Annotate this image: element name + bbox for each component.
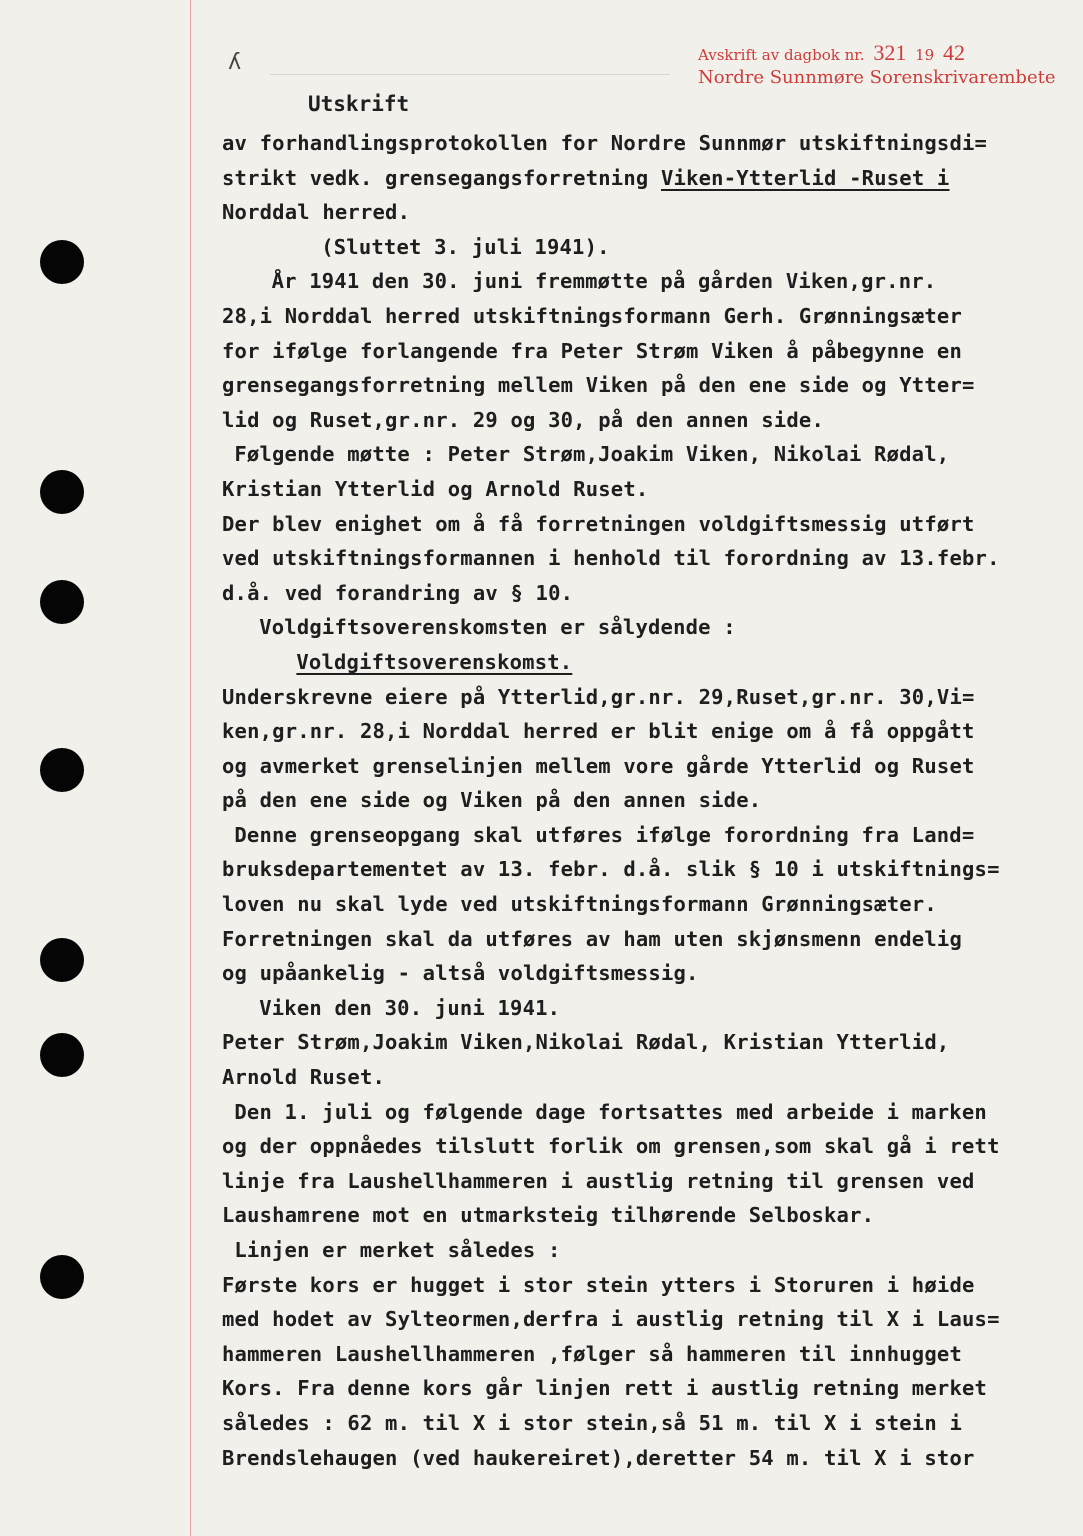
text-line: og upåankelig - altså voldgiftsmessig. (222, 961, 699, 986)
underlined-text: Voldgiftsoverenskomst. (296, 649, 573, 674)
text-line: (Sluttet 3. juli 1941). (321, 234, 610, 259)
stamp-number: 321 (873, 40, 907, 65)
text-line: Peter Strøm,Joakim Viken,Nikolai Rødal, Kristian Ytterlid, (222, 1030, 950, 1055)
text-line: linje fra Laushellhammeren i austlig retning til grensen ved (222, 1168, 975, 1193)
faint-rule (270, 74, 670, 75)
stamp-prefix: Avskrift av dagbok nr. (698, 46, 865, 64)
document-body (222, 126, 1052, 1475)
punch-hole-icon (40, 240, 84, 284)
text-line: ken,gr.nr. 28,i Norddal herred er blit enige om å få oppgått (222, 719, 975, 744)
text-line: Der blev enighet om å få forretningen voldgiftsmessig utført (222, 511, 975, 536)
text-line: Den 1. juli og følgende dage fortsattes med arbeide i marken (234, 1099, 987, 1124)
text-line: Brendslehaugen (ved haukereiret),deretter 54 m. til X i stor (222, 1445, 975, 1470)
text-line: Kristian Ytterlid og Arnold Ruset. (222, 476, 649, 501)
text-line: loven nu skal lyde ved utskiftningsformann Grønningsæter. (222, 892, 937, 917)
punch-hole-icon (40, 1033, 84, 1077)
text-line: År 1941 den 30. juni fremmøtte på gården Viken,gr.nr. (271, 269, 937, 294)
punch-hole-icon (40, 470, 84, 514)
text-line: d.å. ved forandring av § 10. (222, 580, 574, 605)
text-line (222, 645, 1052, 680)
punch-hole-icon (40, 938, 84, 982)
stamp-office: Nordre Sunnmøre Sorenskrivarembete (698, 67, 1056, 88)
text-line: bruksdepartementet av 13. febr. d.å. slik § 10 i utskiftnings= (222, 857, 1000, 882)
corner-mark: ʎ (228, 50, 242, 75)
text-line: Første kors er hugget i stor stein ytters i Storuren i høide (222, 1272, 975, 1297)
punch-hole-icon (40, 1255, 84, 1299)
text-line: Kors. Fra denne kors går linjen rett i austlig retning merket (222, 1376, 988, 1401)
text-line: Linjen er merket således : (234, 1238, 561, 1262)
text-line: Arnold Ruset. (222, 1065, 386, 1090)
text-line: grensegangsforretning mellem Viken på den ene side og Ytter= (222, 373, 975, 398)
text-line: Forretningen skal da utføres av ham uten skjønsmenn endelig (222, 926, 962, 951)
text-line: ved utskiftningsformannen i henhold til forordning av 13.febr. (222, 546, 1000, 571)
text-line: for ifølge forlangende fra Peter Strøm Viken å påbegynne en (222, 338, 962, 363)
text-segment: strikt vedk. grensegangsforretning (222, 165, 661, 190)
stamp-year-prefix: 19 (915, 46, 935, 64)
text-line: Underskrevne eiere på Ytterlid,gr.nr. 29,Ruset,gr.nr. 30,Vi= (222, 684, 975, 709)
text-line: på den ene side og Viken på den annen side. (222, 788, 762, 813)
punch-hole-icon (40, 580, 84, 624)
underlined-text: Viken-Ytterlid -Ruset i (660, 165, 950, 190)
text-line: og der oppnåedes tilslutt forlik om grensen,som skal gå i rett (222, 1134, 1000, 1159)
text-line: Følgende møtte : Peter Strøm,Joakim Viken, Nikolai Rødal, (234, 442, 950, 467)
text-line: og avmerket grenselinjen mellem vore gårde Ytterlid og Ruset (222, 753, 975, 778)
text-line (222, 161, 1052, 196)
text-line: lid og Ruset,gr.nr. 29 og 30, på den annen side. (222, 407, 825, 432)
text-line: av forhandlingsprotokollen for Nordre Sunnmør utskiftningsdi= (222, 131, 988, 155)
text-line: Norddal herred. (222, 200, 411, 225)
text-line: Denne grenseopgang skal utføres ifølge forordning fra Land= (234, 822, 975, 847)
margin-rule (190, 0, 191, 1536)
text-line: således : 62 m. til X i stor stein,så 51 m. til X i stein i (222, 1410, 962, 1435)
text-line: 28,i Norddal herred utskiftningsformann Gerh. Grønningsæter (222, 303, 962, 328)
text-line: Viken den 30. juni 1941. (259, 995, 561, 1020)
text-line: Laushamrene mot en utmarksteig tilhørende Selboskar. (222, 1203, 875, 1228)
text-line: hammeren Laushellhammeren ,følger så hammeren til innhugget (222, 1341, 962, 1366)
text-line: Voldgiftsoverenskomsten er sålydende : (259, 615, 736, 640)
stamp-year-suffix: 42 (943, 40, 966, 65)
stamp-line-1 (698, 42, 1058, 66)
punch-hole-icon (40, 748, 84, 792)
document-title: Utskrift (308, 92, 410, 116)
text-line: med hodet av Sylteormen,derfra i austlig retning til X i Laus= (222, 1307, 1000, 1332)
registry-stamp (698, 42, 1058, 90)
